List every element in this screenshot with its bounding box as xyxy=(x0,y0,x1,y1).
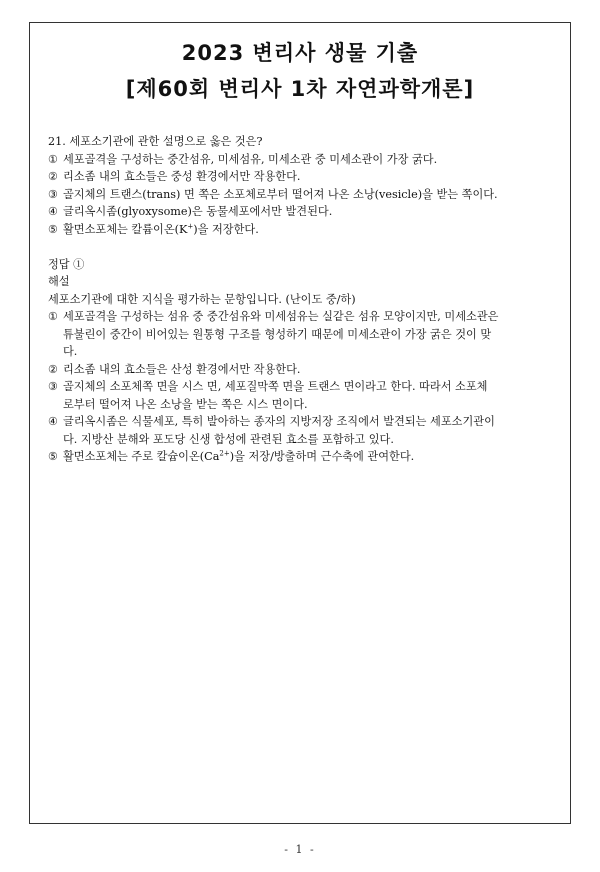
explanation-line: 글리옥시좀은 식물세포, 특히 발아하는 종자의 지방저장 조직에서 발견되는 세포소기관이 xyxy=(63,415,495,428)
page-number: - 1 - xyxy=(284,843,316,856)
option-4 xyxy=(48,203,554,221)
option-2 xyxy=(48,168,554,186)
option-1 xyxy=(48,151,554,169)
explanation-item-5 xyxy=(48,448,554,466)
option-number: ④ xyxy=(48,205,59,218)
explanation-line: 리소좀 내의 효소들은 산성 환경에서만 작용한다. xyxy=(63,362,301,376)
item-number: ⑤ xyxy=(48,450,59,463)
option-number: ① xyxy=(48,152,59,166)
answer-label: 정답 ① xyxy=(48,257,85,271)
explanation-line: 로부터 떨어져 나온 소낭을 받는 쪽은 시스 면이다. xyxy=(63,397,308,411)
document-title: 2023 변리사 생물 기출 xyxy=(181,41,419,65)
explanation-line: 다. 지방산 분해와 포도당 신생 합성에 관련된 효소를 포함하고 있다. xyxy=(63,432,394,446)
question-text: 21. 세포소기관에 관한 설명으로 옳은 것은? xyxy=(48,135,263,148)
item-number: ④ xyxy=(48,415,59,428)
page-frame xyxy=(29,22,571,824)
option-text: 리소좀 내의 효소들은 중성 환경에서만 작용한다. xyxy=(63,170,301,183)
option-text: 골지체의 트랜스(trans) 면 쪽은 소포체로부터 떨어져 나온 소낭(vesicle)을 받는 쪽이다. xyxy=(63,187,498,201)
superscript-charge: + xyxy=(187,221,194,230)
superscript-charge: 2+ xyxy=(219,449,230,458)
option-number: ② xyxy=(48,170,59,183)
explanation-line: 세포골격을 구성하는 섬유 중 중간섬유와 미세섬유는 실같은 섬유 모양이지만, 미세소관은 xyxy=(63,310,499,323)
exam-subtitle: [제60회 변리사 1차 자연과학개론] xyxy=(125,77,475,101)
option-number: ⑤ xyxy=(48,222,59,236)
explanation-item-1 xyxy=(48,308,554,361)
item-number: ① xyxy=(48,310,59,323)
explanation-item-3 xyxy=(48,378,554,413)
explanation-item-2 xyxy=(48,361,554,379)
explanation-intro: 세포소기관에 대한 지식을 평가하는 문항입니다. (난이도 중/하) xyxy=(48,292,356,306)
content-area xyxy=(48,133,554,466)
explanation-line: 다. xyxy=(63,345,78,358)
explanation-heading: 해설 xyxy=(48,275,70,288)
option-5 xyxy=(48,221,554,239)
explanation-item-4 xyxy=(48,413,554,448)
explanation-line: 골지체의 소포체쪽 면을 시스 면, 세포질막쪽 면을 트랜스 면이라고 한다. 따라서 소포체 xyxy=(63,380,488,393)
option-text: 세포골격을 구성하는 중간섬유, 미세섬유, 미세소관 중 미세소관이 가장 굵다. xyxy=(63,152,438,166)
option-text: 활면소포체는 칼륨이온(K+)을 저장한다. xyxy=(63,221,259,236)
explanation-line: 활면소포체는 주로 칼슘이온$(Ca^{2+})$을 저장/방출하며 근수축에 관여한다. xyxy=(63,449,415,463)
explanation-line: 튜불린이 중간이 비어있는 원통형 구조를 형성하기 때문에 미세소관이 가장 굵은 것이 맞 xyxy=(63,327,492,341)
option-3 xyxy=(48,186,554,204)
option-number: ③ xyxy=(48,187,59,201)
option-text: 글리옥시좀(glyoxysome)은 동물세포에서만 발견된다. xyxy=(63,205,333,218)
item-number: ② xyxy=(48,362,59,376)
item-number: ③ xyxy=(48,380,59,393)
